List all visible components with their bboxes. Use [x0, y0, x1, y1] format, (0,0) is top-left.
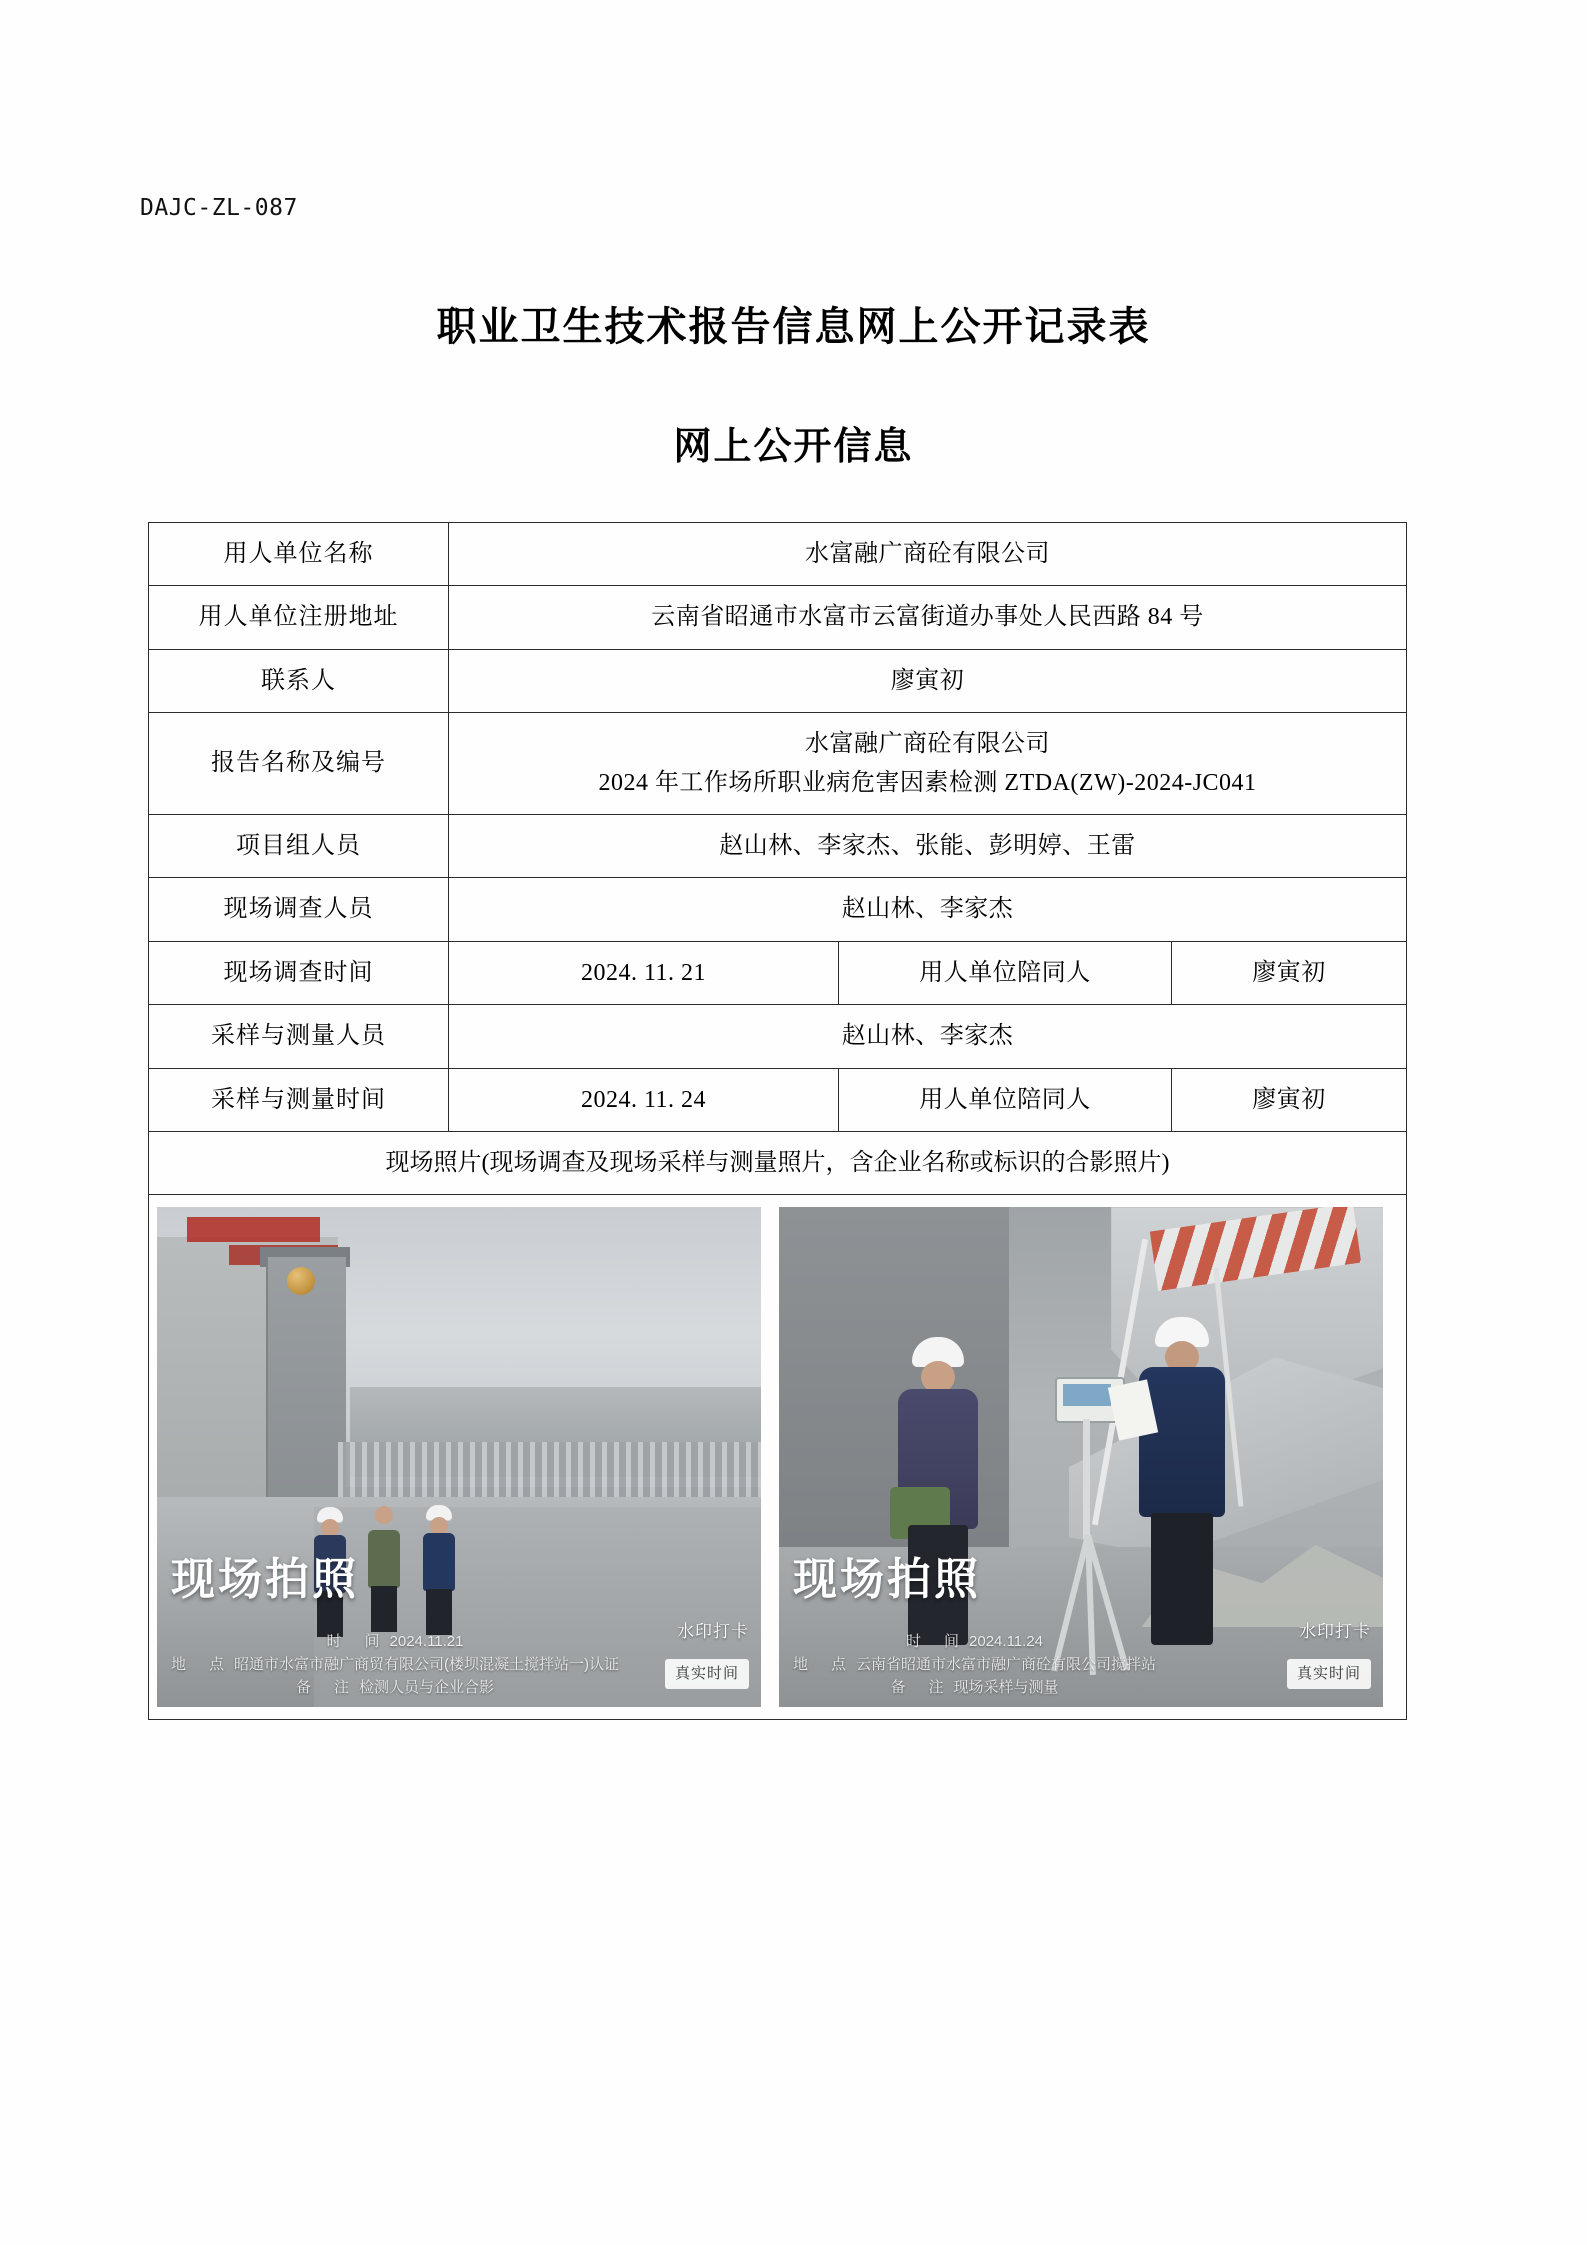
photo2-place-line	[793, 1653, 1156, 1676]
person-legs	[371, 1586, 397, 1632]
photo1-note-line	[171, 1676, 619, 1699]
photo2-note-label: 备 注	[890, 1679, 948, 1697]
photo2-real-time-badge: 真实时间	[1287, 1659, 1371, 1689]
tripod-column	[1083, 1419, 1090, 1539]
row-value-report-name-number	[449, 713, 1407, 815]
photo1-note-label: 备 注	[295, 1679, 353, 1697]
table-row	[149, 649, 1407, 712]
photo1-place-label: 地 点	[171, 1655, 229, 1673]
person-head	[375, 1506, 393, 1524]
photo2-stamp-text: 水印打卡	[1299, 1622, 1371, 1642]
sampling-measurement-photo	[779, 1207, 1383, 1707]
public-disclosure-table	[148, 522, 1407, 1720]
photo1-person-middle	[362, 1502, 406, 1632]
photo1-watermark-title: 现场拍照	[171, 1554, 359, 1604]
table-row	[149, 713, 1407, 815]
person-body	[368, 1530, 400, 1588]
row-label-survey-staff: 现场调查人员	[149, 878, 449, 941]
photo1-note-value: 检测人员与企业合影	[359, 1679, 495, 1697]
row-label-employer-name: 用人单位名称	[149, 523, 449, 586]
row-label-report-name-number: 报告名称及编号	[149, 713, 449, 815]
photo-section-caption: 现场照片(现场调查及现场采样与测量照片，含企业名称或标识的合影照片)	[149, 1131, 1407, 1194]
photo1-time-label: 时 间	[326, 1632, 384, 1650]
report-number-line: 2024 年工作场所职业病危害因素检测 ZTDA(ZW)-2024-JC041	[598, 769, 1257, 796]
photo2-watermark-details	[793, 1630, 1156, 1700]
photo1-real-time-badge: 真实时间	[665, 1659, 749, 1689]
table-row	[149, 586, 1407, 649]
row-label-contact-person: 联系人	[149, 649, 449, 712]
row-value-contact-person: 廖寅初	[449, 649, 1407, 712]
document-code: DAJC-ZL-087	[140, 195, 298, 221]
table-row	[149, 1005, 1407, 1068]
table-row	[149, 878, 1407, 941]
row-label-survey-time: 现场调查时间	[149, 941, 449, 1004]
page-title: 职业卫生技术报告信息网上公开记录表	[436, 304, 1151, 349]
row-value-sampling-accompany: 廖寅初	[1172, 1068, 1407, 1131]
site-survey-photo	[157, 1207, 761, 1707]
device-screen	[1063, 1384, 1111, 1406]
row-value-survey-staff: 赵山林、李家杰	[449, 878, 1407, 941]
row-label-project-team: 项目组人员	[149, 814, 449, 877]
photo-section-cell	[149, 1195, 1407, 1720]
photo1-place-value: 昭通市水富市融广商贸有限公司(楼坝混凝土搅拌站一)认证	[234, 1655, 620, 1673]
row-value-survey-time: 2024. 11. 21	[449, 941, 839, 1004]
person-body	[1139, 1367, 1225, 1517]
table-row	[149, 1068, 1407, 1131]
photo1-time-value: 2024.11.21	[389, 1632, 464, 1650]
row-value-employer-address: 云南省昭通市水富市云富街道办事处人民西路 84 号	[449, 586, 1407, 649]
table-row	[149, 941, 1407, 1004]
photo1-gold-sphere	[287, 1267, 315, 1295]
table-row	[149, 523, 1407, 586]
photo2-place-value: 云南省昭通市水富市融广商砼有限公司搅拌站	[856, 1655, 1157, 1673]
row-value-employer-name: 水富融广商砼有限公司	[449, 523, 1407, 586]
row-label-sampling-time: 采样与测量时间	[149, 1068, 449, 1131]
photo1-place-line	[171, 1653, 619, 1676]
photo2-worker-right	[1129, 1317, 1233, 1653]
row-label-sampling-accompany: 用人单位陪同人	[839, 1068, 1172, 1131]
person-legs	[1151, 1513, 1213, 1645]
photo1-stamp-text: 水印打卡	[677, 1622, 749, 1642]
row-value-survey-accompany: 廖寅初	[1172, 941, 1407, 1004]
photo2-note-line	[793, 1676, 1156, 1699]
report-name-line: 水富融广商砼有限公司	[805, 731, 1050, 758]
row-value-sampling-staff: 赵山林、李家杰	[449, 1005, 1407, 1068]
page-subtitle: 网上公开信息	[673, 426, 914, 468]
photo2-time-line	[793, 1630, 1156, 1653]
person-legs	[426, 1589, 452, 1635]
person-body	[423, 1533, 455, 1591]
photo1-time-line	[171, 1630, 619, 1653]
photo2-watermark-title: 现场拍照	[793, 1554, 981, 1604]
table-row	[149, 814, 1407, 877]
photo2-note-value: 现场采样与测量	[953, 1679, 1059, 1697]
photo2-place-label: 地 点	[793, 1655, 851, 1673]
row-label-sampling-staff: 采样与测量人员	[149, 1005, 449, 1068]
row-value-sampling-time: 2024. 11. 24	[449, 1068, 839, 1131]
photo1-watermark-details	[171, 1630, 619, 1700]
photo-gallery	[157, 1207, 1398, 1707]
table-row	[149, 1131, 1407, 1194]
photo2-time-value: 2024.11.24	[969, 1632, 1043, 1650]
photo1-red-banner	[187, 1217, 320, 1242]
row-value-project-team: 赵山林、李家杰、张能、彭明婷、王雷	[449, 814, 1407, 877]
table-row	[149, 1195, 1407, 1720]
photo1-person-right	[417, 1505, 461, 1635]
row-label-employer-address: 用人单位注册地址	[149, 586, 449, 649]
photo2-time-label: 时 间	[906, 1632, 964, 1650]
row-label-survey-accompany: 用人单位陪同人	[839, 941, 1172, 1004]
